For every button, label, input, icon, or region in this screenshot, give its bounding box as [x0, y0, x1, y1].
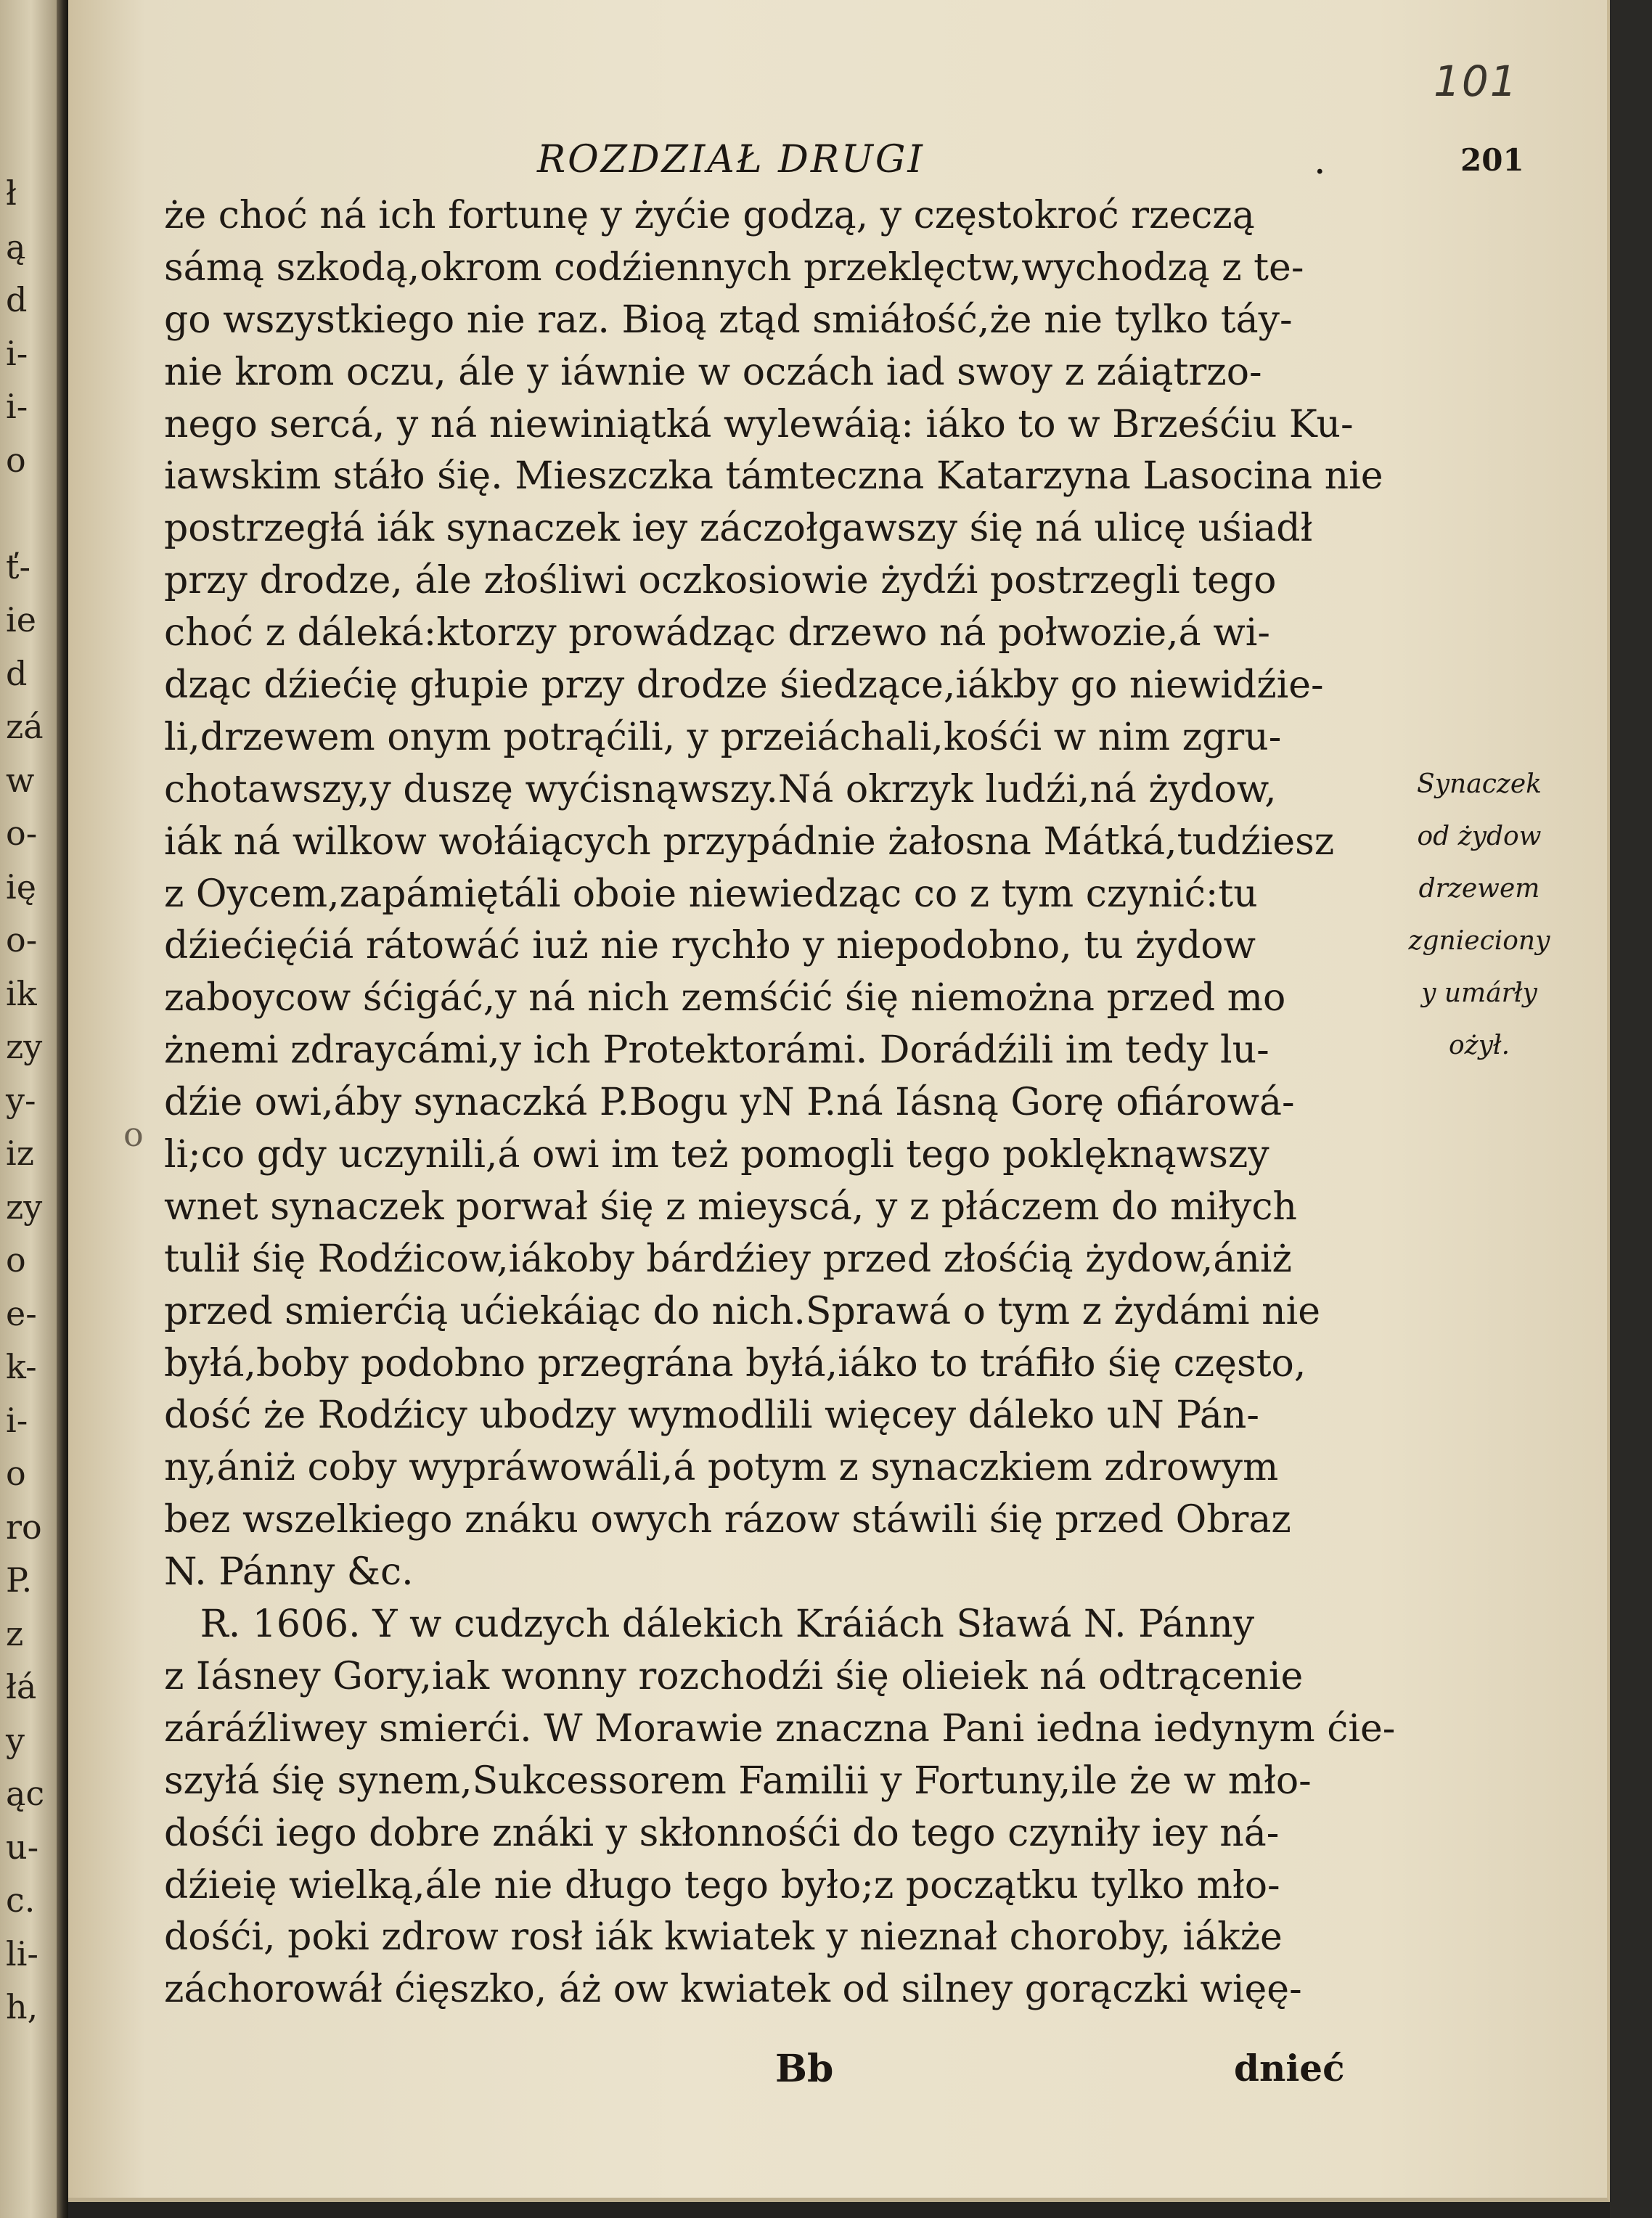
- facing-page-fragment: o-: [6, 920, 38, 959]
- facing-page-fragment: d: [6, 280, 28, 319]
- body-line: go wszystkiego nie raz. Bioą ztąd smiáłość,że nie tylko táy-: [164, 298, 1293, 342]
- facing-page-fragment: o: [6, 1240, 26, 1280]
- body-line: żnemi zdraycámi,y ich Protektorámi. Dorádźili im tedy lu-: [164, 1028, 1269, 1073]
- running-head: ROZDZIAŁ DRUGI: [537, 138, 925, 181]
- body-line: że choć ná ich fortunę y żyćie godzą, y częstokroć rzeczą: [164, 194, 1255, 237]
- facing-page-fragment: w: [6, 760, 35, 800]
- facing-page-fragment: łá: [6, 1667, 37, 1706]
- facing-page-fragment: y: [6, 1720, 25, 1760]
- facing-page-fragment: i-: [6, 1400, 28, 1440]
- facing-page-fragment: iz: [6, 1134, 34, 1173]
- signature-mark: Bb: [775, 2047, 834, 2091]
- page-number: 201: [1460, 142, 1524, 178]
- body-line: iák ná wilkow wołáiących przypádnie żałosna Mátká,tudźiesz: [164, 819, 1335, 864]
- facing-page-fragment: o: [6, 440, 26, 480]
- body-line: postrzegłá iák synaczek iey záczołgawszy śię ná ulicę uśiadł: [164, 507, 1313, 551]
- body-line: z Oycem,zapámiętáli oboie niewiedząc co z tym czynić:tu: [164, 872, 1258, 916]
- marginal-note-line: od żydow: [1417, 822, 1542, 851]
- body-line: przed smierćią ućiekáiąc do nich.Sprawá o tym z żydámi nie: [164, 1289, 1320, 1333]
- body-line: nego sercá, y ná niewiniątká wylewáią: iáko to w Brześćiu Ku-: [164, 402, 1354, 446]
- body-line: ny,ániż coby wypráwowáli,á potym z synaczkiem zdrowym: [164, 1446, 1279, 1490]
- body-line: nie krom oczu, ále y iáwnie w oczách iad swoy z záiątrzo-: [164, 350, 1262, 394]
- body-line: iawskim stáło śię. Mieszczka támteczna Katarzyna Lasocina nie: [164, 454, 1383, 499]
- body-line: przy drodze, ále złośliwi oczkosiowie żydźi postrzegli tego: [164, 559, 1277, 603]
- body-line: R. 1606. Y w cudzych dálekich Kráiách Sławá N. Pánny: [164, 1603, 1255, 1647]
- marginal-note-line: ożył.: [1448, 1031, 1510, 1060]
- body-line: dźie owi,áby synaczká P.Bogu yN P.ná Iásną Gorę ofiárowá-: [164, 1081, 1295, 1125]
- handwritten-folio-number: 101: [1434, 57, 1518, 106]
- facing-page-fragments: [0, 167, 51, 2034]
- facing-page-fragment: ię: [6, 867, 36, 907]
- body-line: szyłá śię synem,Sukcessorem Familii y Fortuny,ile że w mło-: [164, 1759, 1312, 1803]
- body-line: tulił śię Rodźicow,iákoby bárdźiey przed złośćią żydow,ániż: [164, 1237, 1292, 1281]
- facing-page-fragment: k-: [6, 1347, 37, 1386]
- facing-page-fragment: li-: [6, 1933, 38, 1973]
- body-line: sámą szkodą,okrom codźiennych przeklęctw,wychodzą z te-: [164, 245, 1304, 290]
- body-line: dząc dźiećię głupie przy drodze śiedzące,iákby go niewidźie-: [164, 663, 1324, 708]
- body-line: bez wszelkiego znáku owych rázow stáwili śię przed Obraz: [164, 1498, 1291, 1542]
- body-line: dźieię wielką,ále nie długo tego było;z początku tylko mło-: [164, 1863, 1280, 1907]
- marginal-note-line: drzewem: [1418, 874, 1540, 904]
- facing-page-edge: [0, 0, 57, 2218]
- facing-page-fragment: ik: [6, 973, 37, 1013]
- body-text: [164, 190, 1405, 2016]
- facing-page-fragment: zy: [6, 1187, 43, 1227]
- facing-page-fragment: ť-: [6, 547, 31, 586]
- marginal-note-line: y umárły: [1421, 978, 1537, 1008]
- facing-page-fragment: h,: [6, 1987, 38, 2026]
- facing-page-fragment: o-: [6, 814, 38, 853]
- facing-page-fragment: [0, 487, 51, 541]
- body-line: byłá,boby podobno przegrána byłá,iáko to tráfiło śię często,: [164, 1341, 1307, 1386]
- marginal-note: [1392, 758, 1566, 1072]
- facing-page-fragment: y-: [6, 1080, 36, 1120]
- body-line: záráźliwey smierći. W Morawie znaczna Pani iedna iedynym ćie-: [164, 1706, 1396, 1751]
- scan-edge: [1610, 0, 1652, 2218]
- body-line: dźiećięćiá rátowáć iuż nie rychło y niepodobno, tu żydow: [164, 924, 1256, 968]
- facing-page-fragment: c.: [6, 1881, 36, 1920]
- facing-page-fragment: ąc: [6, 1774, 45, 1813]
- facing-page-fragment: i-: [6, 387, 28, 426]
- facing-page-fragment: z: [6, 1613, 24, 1653]
- facing-page-fragment: zy: [6, 1027, 43, 1066]
- body-line: wnet synaczek porwał śię z mieyscá, y z płáczem do miłych: [164, 1184, 1297, 1229]
- body-line: zaboycow śćigáć,y ná nich zemśćić śię niemożna przed mo: [164, 976, 1286, 1020]
- body-line: choć z dáleká:ktorzy prowádząc drzewo ná połwozie,á wi-: [164, 611, 1270, 655]
- body-line: dośći iego dobre znáki y skłonnośći do tego czyniły iey ná-: [164, 1811, 1280, 1855]
- body-line: li;co gdy uczynili,á owi im też pomogli tego poklęknąwszy: [164, 1133, 1269, 1177]
- body-line: dość że Rodźicy ubodzy wymodlili więcey dáleko uN Pán-: [164, 1394, 1259, 1438]
- body-line: chotawszy,y duszę wyćisnąwszy.Ná okrzyk ludźi,ná żydow,: [164, 767, 1277, 811]
- marginal-note-line: Synaczek: [1417, 769, 1542, 799]
- running-head-dot: .: [1314, 139, 1326, 183]
- facing-page-fragment: d: [6, 653, 28, 693]
- book-gutter: [57, 0, 68, 2218]
- body-line: dośći, poki zdrow rosł iák kwiatek y nieznał choroby, iákże: [164, 1915, 1283, 1960]
- facing-page-fragment: ie: [6, 600, 36, 639]
- body-line: li,drzewem onym potrąćili, y przeiáchali,kośći w nim zgru-: [164, 715, 1282, 759]
- facing-page-fragment: e-: [6, 1293, 37, 1333]
- facing-page-fragment: P.: [6, 1560, 33, 1600]
- margin-mark: o: [123, 1115, 144, 1154]
- body-line: záchorowáł ćięszko, áż ow kwiatek od silney gorączki więę-: [164, 1968, 1302, 2012]
- facing-page-fragment: o: [6, 1454, 26, 1493]
- facing-page-fragment: ro: [6, 1507, 42, 1547]
- body-line: N. Pánny &c.: [164, 1550, 414, 1595]
- marginal-note-line: zgnieciony: [1408, 926, 1550, 956]
- facing-page-fragment: ł: [6, 173, 17, 213]
- facing-page-fragment: zá: [6, 707, 44, 746]
- facing-page-fragment: ą: [6, 226, 26, 266]
- catchword: dnieć: [1234, 2047, 1345, 2090]
- facing-page-fragment: u-: [6, 1827, 39, 1867]
- facing-page-fragment: i-: [6, 333, 28, 373]
- body-line: z Iásney Gory,iak wonny rozchodźi śię olieiek ná odtrącenie: [164, 1654, 1304, 1698]
